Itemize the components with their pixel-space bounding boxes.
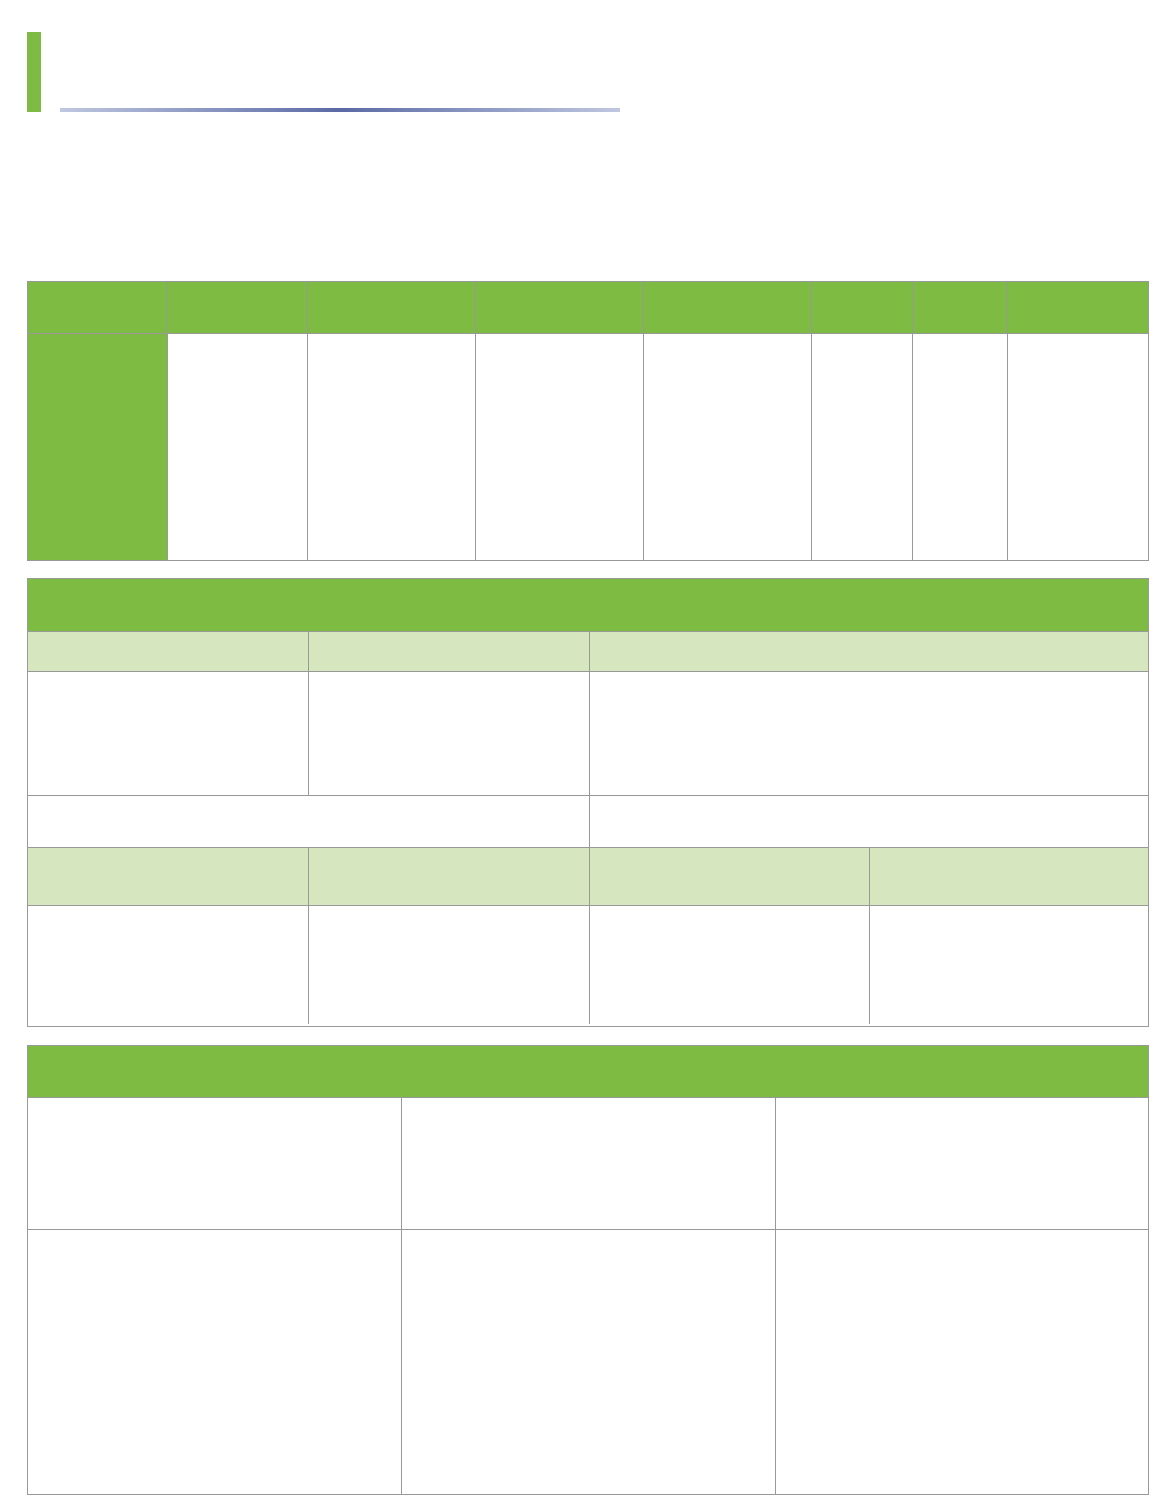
spec-header-power-input [644, 282, 812, 334]
flange-label-4 [869, 848, 1148, 905]
mc-label [28, 796, 589, 847]
mount-figures-ab [28, 1230, 401, 1494]
input-section-title [28, 579, 1148, 631]
flange-label-1 [28, 848, 308, 905]
spec-header-ratio [812, 282, 913, 334]
flange-figure-4 [869, 906, 1148, 1024]
input-l-label [308, 632, 589, 671]
spec-screw-end-cell [475, 334, 644, 561]
spec-table [27, 281, 1149, 561]
mount-desc-3 [775, 1098, 1148, 1229]
mount-desc-2 [401, 1098, 775, 1229]
spec-stroke-cell [913, 334, 1008, 561]
jack-drawing [1000, 1275, 1110, 1450]
mount-figures-cd [401, 1230, 775, 1494]
spec-header-blank [28, 282, 168, 334]
jack-drawing [238, 1275, 368, 1450]
flange-drawing [349, 912, 549, 1018]
jack-drawing [619, 1275, 739, 1450]
flange-label-3 [589, 848, 869, 905]
gearbox-drawing [68, 679, 268, 789]
flange-drawing [630, 912, 830, 1018]
mount-type-b [238, 1275, 368, 1450]
mount-type-a [61, 1275, 171, 1450]
flange-drawing [68, 912, 268, 1018]
spec-power-input-cell [644, 334, 812, 561]
jack-drawing [438, 1275, 548, 1450]
jack-drawing [814, 1275, 924, 1450]
input-sb-figure [589, 672, 1148, 795]
gearbox-drawing [754, 679, 984, 789]
mount-type-d [619, 1275, 739, 1450]
flange-figure-1 [28, 906, 308, 1024]
mount-type-c [438, 1275, 548, 1450]
flange-figure-2 [308, 906, 589, 1024]
input-r-figure [28, 672, 308, 795]
header-accent-bar [27, 32, 41, 112]
mount-type-f [1000, 1275, 1110, 1450]
spec-ratio-cell [812, 334, 913, 561]
spec-types-cell [167, 334, 307, 561]
input-direction-section [27, 578, 1149, 1027]
spec-header-screw-end [475, 282, 644, 334]
flange-drawing [909, 912, 1109, 1018]
mount-figures-ef [775, 1230, 1148, 1494]
mounting-section [27, 1045, 1149, 1495]
input-r-label [28, 632, 308, 671]
jack-drawing [61, 1275, 171, 1450]
spec-description-cell [28, 334, 168, 561]
spec-pipe-cell [1008, 334, 1149, 561]
spec-header-stroke [913, 282, 1008, 334]
spec-header-pipe [1008, 282, 1149, 334]
gearbox-drawing [349, 679, 549, 789]
md-label [589, 796, 1148, 847]
input-l-figure [308, 672, 589, 795]
header-underline [60, 108, 620, 112]
flange-label-2 [308, 848, 589, 905]
mounting-section-title [28, 1046, 1148, 1097]
spec-mounting-cell [307, 334, 475, 561]
spec-header-type [167, 282, 307, 334]
flange-figure-3 [589, 906, 869, 1024]
input-sb-label [589, 632, 1148, 671]
mount-type-e [814, 1275, 924, 1450]
mount-desc-1 [28, 1098, 401, 1229]
spec-header-mounting [307, 282, 475, 334]
